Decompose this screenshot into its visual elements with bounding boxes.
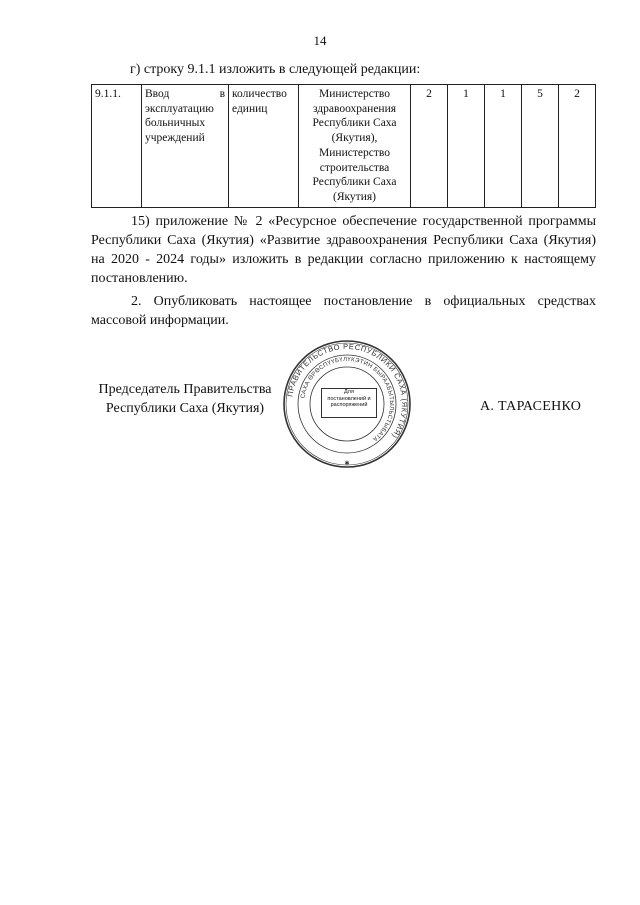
signer-title-line1: Председатель Правительства [98,382,272,397]
paragraph-2-text: 2. Опубликовать настоящее постановление в официальных средствах массовой информации. [91,294,596,328]
intro-text: г) строку 9.1.1 изложить в следующей редакции: [130,62,421,77]
seal-inner-text: САХА ӨРӨСПҮҮБҮЛҮКЭТИН БЫРААБЫТЫЛЬСТЫБАТА [300,356,395,442]
row-value-cell: 2 [411,85,448,208]
row-value-cell: 1 [448,85,485,208]
row-name-word2: в [219,88,225,100]
seal-center-line3: распоряжений [330,402,368,408]
seal-center-line2: постановлений и [327,395,371,402]
paragraph-2 [91,292,596,330]
paragraph-15 [91,212,596,288]
seal-outer-text: ПРАВИТЕЛЬСТВО РЕСПУБЛИКИ САХА (ЯКУТИЯ) [285,341,410,441]
row-value-cell: 1 [485,85,522,208]
row-value-cell: 2 [559,85,596,208]
program-row-table [91,84,596,208]
signer-title [91,380,279,418]
row-name-cell [142,85,229,208]
row-name-rest: эксплуатацию больничных учреждений [145,102,214,145]
row-name-word1: Ввод [145,88,170,100]
row-number-cell: 9.1.1. [92,85,142,208]
row-value-cell: 5 [522,85,559,208]
signer-name: А. ТАРАСЕНКО [480,399,582,414]
seal-star-icon: ✱ [344,461,350,467]
paragraph-15-text: 15) приложение № 2 «Ресурсное обеспечение государственной программы Республики Саха (Якутия) «Развитие здравоохранения Республики Саха (Якутия) на 2020 - 2024 годы» изложить в редакции согласно приложению к настоящему постановлению. [91,214,596,286]
official-seal [281,338,413,470]
row-ministry-cell: Министерство здравоохранения Республики Саха (Якутия), Министерство строительства Республики Саха (Якутия) [299,85,411,208]
seal-center-line1: Для [344,389,354,395]
row-unit-cell: количество единиц [229,85,299,208]
seal-center-box [321,388,377,418]
page-number: 14 [313,33,327,48]
signer-title-line2: Республики Саха (Якутия) [105,401,265,416]
table-row [92,85,596,208]
